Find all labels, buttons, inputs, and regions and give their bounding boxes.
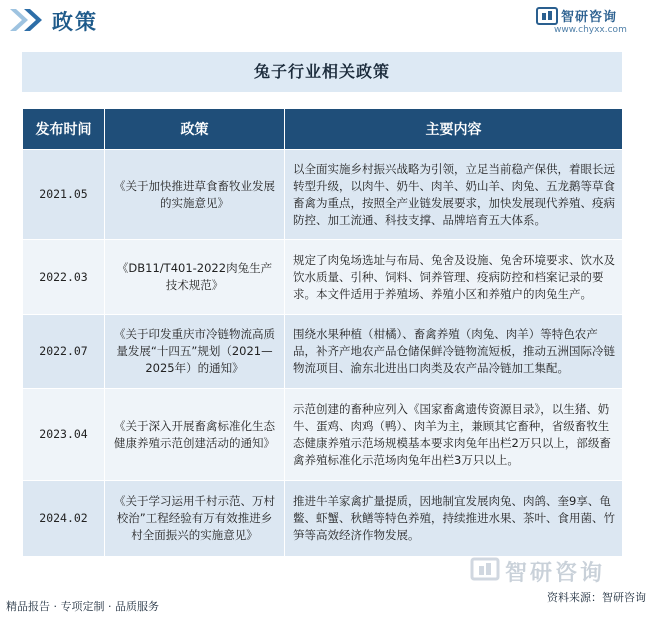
table-header-row xyxy=(23,109,623,150)
policy-table xyxy=(22,108,623,557)
double-chevron-icon xyxy=(8,9,48,31)
row-policy: 《DB11/T401-2022肉兔生产技术规范》 xyxy=(105,240,285,315)
row-date: 2023.04 xyxy=(23,389,105,481)
watermark-logo-icon xyxy=(470,556,500,582)
table-title: 兔子行业相关政策 xyxy=(22,52,622,92)
row-date: 2021.05 xyxy=(23,150,105,240)
row-content: 以全面实施乡村振兴战略为引领，立足当前稳产保供，着眼长远转型升级，以肉牛、奶牛、肉羊、奶山羊、肉兔、五龙鹅等草食畜禽为重点，按照全产业链发展要求，加快发展现代养殖、疫病防控、加工流通、科技支撑、品牌培育五大体系。 xyxy=(285,150,623,240)
row-content: 围绕水果种植（柑橘）、畜禽养殖（肉兔、肉羊）等特色农产品，补齐产地农产品仓储保鲜冷链物流短板，推动五洲国际冷链物流项目、渝东北进出口肉类及农产品冷链加工集配。 xyxy=(285,315,623,389)
footer-slogan: 精品报告 · 专项定制 · 品质服务 xyxy=(6,600,159,613)
row-content: 推进牛羊家禽扩量提质，因地制宜发展肉兔、肉鸽、奎9享、龟鳖、虾蟹、秋鳝等特色养殖，持续推进水果、茶叶、食用菌、竹笋等高效经济作物发展。 xyxy=(285,481,623,557)
brand xyxy=(536,4,648,38)
col-header-date: 发布时间 xyxy=(23,109,105,150)
col-header-policy: 政策 xyxy=(105,109,285,150)
row-date: 2022.07 xyxy=(23,315,105,389)
col-header-content: 主要内容 xyxy=(285,109,623,150)
row-date: 2024.02 xyxy=(23,481,105,557)
table-row xyxy=(23,481,623,557)
table-row xyxy=(23,150,623,240)
watermark-text: 智研咨询 xyxy=(505,561,606,586)
page-footer xyxy=(0,589,652,619)
row-content: 示范创建的畜种应列入《国家畜禽遗传资源目录》，以生猪、奶牛、蛋鸡、肉鸡（鸭）、肉羊为主，兼顾其它畜种，省级畜牧生态健康养殖示范场规模基本要求肉兔年出栏2万只以上，部级畜禽养殖标准化示范场肉兔年出栏3万只以上。 xyxy=(285,389,623,481)
table-row xyxy=(23,315,623,389)
section-title: 政策 xyxy=(52,10,98,34)
row-policy: 《关于加快推进草食畜牧业发展的实施意见》 xyxy=(105,150,285,240)
row-policy: 《关于印发重庆市冷链物流高质量发展“十四五”规划（2021—2025年）的通知》 xyxy=(105,315,285,389)
row-content: 规定了肉兔场选址与布局、兔舍及设施、兔舍环境要求、饮水及饮水质量、引种、饲料、饲养管理、疫病防控和档案记录的要求。本文件适用于养殖场、养殖小区和养殖户的肉兔生产。 xyxy=(285,240,623,315)
row-date: 2022.03 xyxy=(23,240,105,315)
table-row xyxy=(23,389,623,481)
row-policy: 《关于深入开展畜禽标准化生态健康养殖示范创建活动的通知》 xyxy=(105,389,285,481)
brand-name: 智研咨询 xyxy=(561,10,618,25)
source-note: 资料来源：智研咨询 xyxy=(547,591,646,604)
brand-logo-icon xyxy=(536,6,558,26)
table-row xyxy=(23,240,623,315)
page-header xyxy=(0,0,652,40)
row-policy: 《关于学习运用千村示范、万村校治”工程经验有万有效推进乡村全面振兴的实施意见》 xyxy=(105,481,285,557)
brand-url: www.chyxx.com xyxy=(554,25,627,35)
